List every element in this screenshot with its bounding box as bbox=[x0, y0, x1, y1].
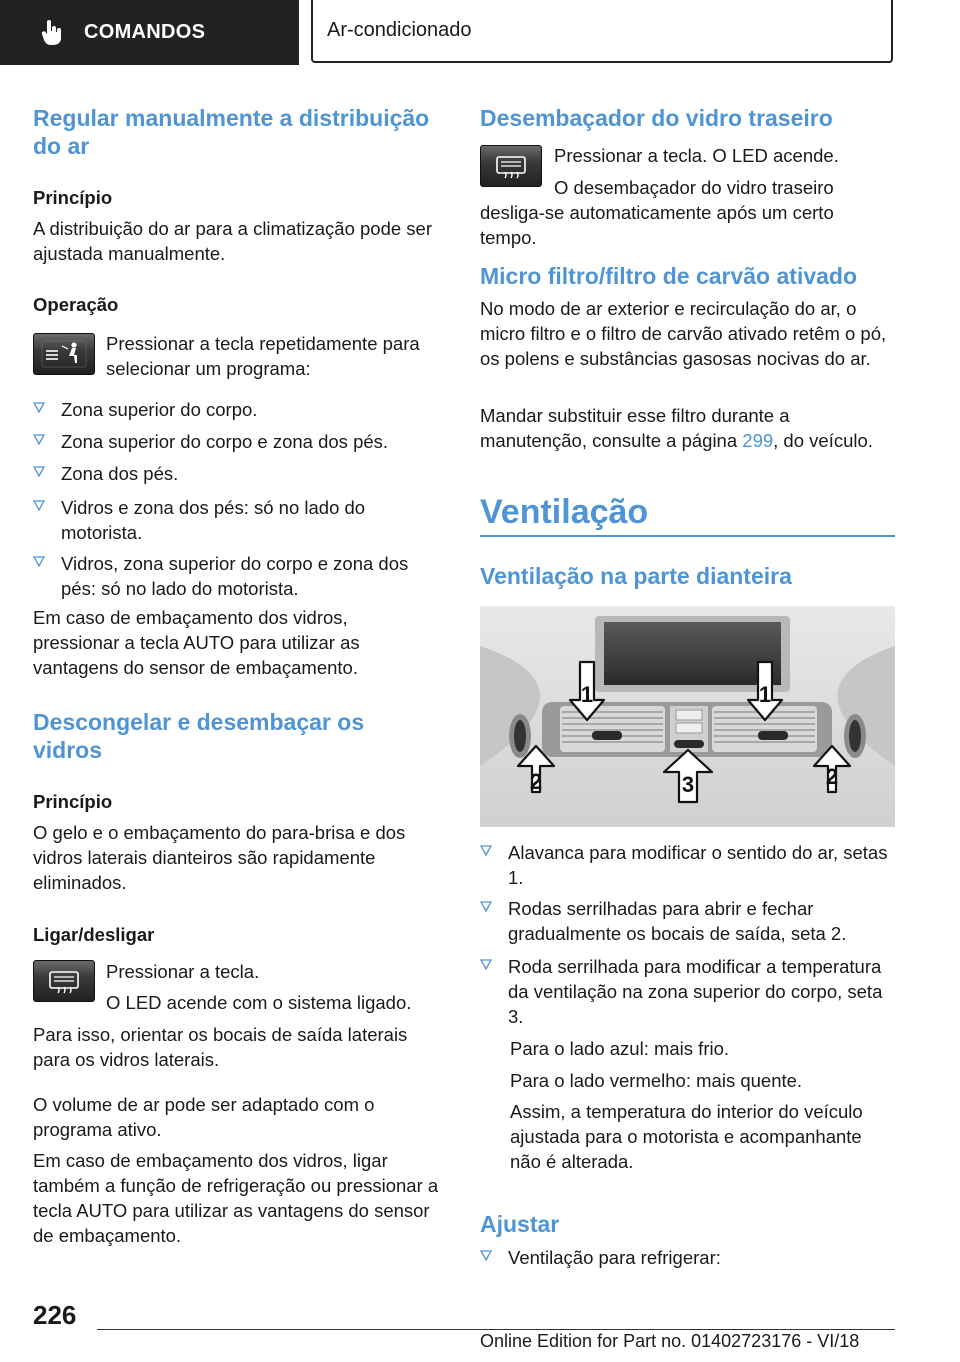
paragraph-blue: Para o lado azul: mais frio. bbox=[510, 1038, 730, 1059]
front-vents-figure bbox=[480, 606, 895, 827]
heading-front-ventilation: Ventilação na parte dianteira bbox=[480, 563, 792, 589]
list-item bbox=[33, 429, 439, 454]
paragraph-fogging: Em caso de embaçamento dos vidros, pressionar a tecla AUTO para utilizar as vantagens do sensor de embaçamento. bbox=[33, 607, 360, 678]
subheading-principle: Princípio bbox=[33, 187, 113, 208]
section-tab bbox=[0, 0, 299, 65]
bullet-triangle-icon bbox=[480, 845, 492, 856]
heading-microfilter: Micro filtro/filtro de carvão ativado bbox=[480, 263, 858, 289]
page-number: 226 bbox=[33, 1300, 77, 1330]
heading-rear-defroster: Desembaçador do vidro traseiro bbox=[480, 105, 833, 131]
bullet-triangle-icon bbox=[33, 402, 45, 413]
heading-air-distribution: Regular manualmente a distribuição do ar bbox=[33, 105, 430, 159]
figure-label: 1 bbox=[580, 682, 594, 707]
list-item bbox=[480, 896, 895, 946]
list-item bbox=[33, 551, 439, 601]
section-rule bbox=[480, 535, 895, 537]
footer-rule bbox=[97, 1329, 895, 1330]
page-link[interactable]: 299 bbox=[742, 430, 774, 451]
vent-left bbox=[560, 706, 665, 752]
section-tab-label: COMANDOS bbox=[84, 21, 206, 43]
paragraph-microfilter: No modo de ar exterior e recirculação do ar, o micro filtro e o filtro de carvão ativado retêm o pó, os polens e substâncias gasosas nocivas do ar. bbox=[480, 298, 887, 369]
heading-ventilation: Ventilação bbox=[480, 493, 649, 531]
bullet-triangle-icon bbox=[33, 434, 45, 445]
replace-text-pre: Mandar substituir esse filtro durante a manutenção, consulte a página bbox=[480, 405, 790, 451]
list-item-text: Alavanca para modificar o sentido do ar, setas 1. bbox=[508, 842, 888, 888]
paragraph-side-vents: Para isso, orientar os bocais de saída laterais para os vidros laterais. bbox=[33, 1024, 408, 1070]
list-item-text: Zona dos pés. bbox=[61, 463, 179, 484]
replace-text-post: , do veículo. bbox=[773, 430, 873, 451]
bullet-triangle-icon bbox=[33, 466, 45, 477]
heading-defrost: Descongelar e desembaçar os vidros bbox=[33, 709, 365, 763]
paragraph-driver: Assim, a temperatura do interior do veículo ajustada para o motorista e acompanhante não é alterada. bbox=[510, 1101, 863, 1172]
footer-edition: Online Edition for Part no. 01402723176 - VI/18 bbox=[480, 1331, 860, 1351]
list-item-text: Ventilação para refrigerar: bbox=[508, 1247, 721, 1268]
bullet-triangle-icon bbox=[480, 959, 492, 970]
bullet-triangle-icon bbox=[33, 500, 45, 511]
figure-label: 1 bbox=[758, 682, 772, 707]
subheading-principle: Princípio bbox=[33, 791, 113, 812]
bullet-triangle-icon bbox=[480, 1250, 492, 1261]
chapter-tab bbox=[311, 0, 893, 63]
paragraph-volume: O volume de ar pode ser adaptado com o programa ativo. bbox=[33, 1094, 375, 1140]
paragraph-cooling: Em caso de embaçamento dos vidros, ligar também a função de refrigeração ou pressionar a tecla AUTO para utilizar as vantagens do sensor de embaçamento. bbox=[33, 1150, 439, 1246]
air-distribution-key-icon bbox=[33, 333, 95, 375]
heading-adjust: Ajustar bbox=[480, 1211, 560, 1237]
list-item-text: Vidros, zona superior do corpo e zona dos pés: só no lado do motorista. bbox=[61, 553, 409, 599]
list-item bbox=[480, 954, 895, 1029]
list-item bbox=[33, 461, 439, 486]
figure-label: 3 bbox=[681, 772, 695, 797]
bullet-triangle-icon bbox=[33, 556, 45, 567]
hand-pointer-icon bbox=[40, 20, 64, 46]
rear-window-defrost-key-icon bbox=[33, 960, 95, 1002]
paragraph-press-key: Pressionar a tecla. bbox=[106, 961, 260, 982]
paragraph-principle: A distribuição do ar para a climatização pode ser ajustada manualmente. bbox=[33, 218, 432, 264]
paragraph-press-led: Pressionar a tecla. O LED acende. bbox=[554, 145, 839, 166]
list-item-text: Vidros e zona dos pés: só no lado do motorista. bbox=[61, 497, 366, 543]
list-item bbox=[480, 840, 895, 890]
paragraph-principle: O gelo e o embaçamento do para-brisa e dos vidros laterais dianteiros são rapidamente eliminados. bbox=[33, 822, 406, 893]
list-item bbox=[33, 397, 439, 422]
subheading-operation: Operação bbox=[33, 294, 119, 315]
figure-label: 2 bbox=[529, 769, 543, 794]
paragraph-auto-off: O desembaçador do vidro traseiro desliga-se automaticamente após um certo tempo. bbox=[480, 177, 834, 248]
paragraph-led-on: O LED acende com o sistema ligado. bbox=[106, 992, 412, 1013]
subheading-onoff: Ligar/desligar bbox=[33, 924, 155, 945]
list-item-text: Roda serrilhada para modificar a temperatura da ventilação na zona superior do corpo, seta 3. bbox=[508, 956, 883, 1027]
list-item-text: Zona superior do corpo. bbox=[61, 399, 258, 420]
list-item-text: Zona superior do corpo e zona dos pés. bbox=[61, 431, 389, 452]
paragraph-red: Para o lado vermelho: mais quente. bbox=[510, 1070, 803, 1091]
chapter-tab-label: Ar-condicionado bbox=[327, 19, 472, 41]
list-item bbox=[480, 1245, 895, 1270]
bullet-triangle-icon bbox=[480, 901, 492, 912]
list-item bbox=[33, 495, 439, 545]
paragraph-replace-filter bbox=[480, 403, 895, 453]
list-item-text: Rodas serrilhadas para abrir e fechar gradualmente os bocais de saída, seta 2. bbox=[508, 898, 847, 944]
figure-label: 2 bbox=[825, 764, 839, 789]
paragraph-operation: Pressionar a tecla repetidamente para selecionar um programa: bbox=[106, 333, 420, 379]
